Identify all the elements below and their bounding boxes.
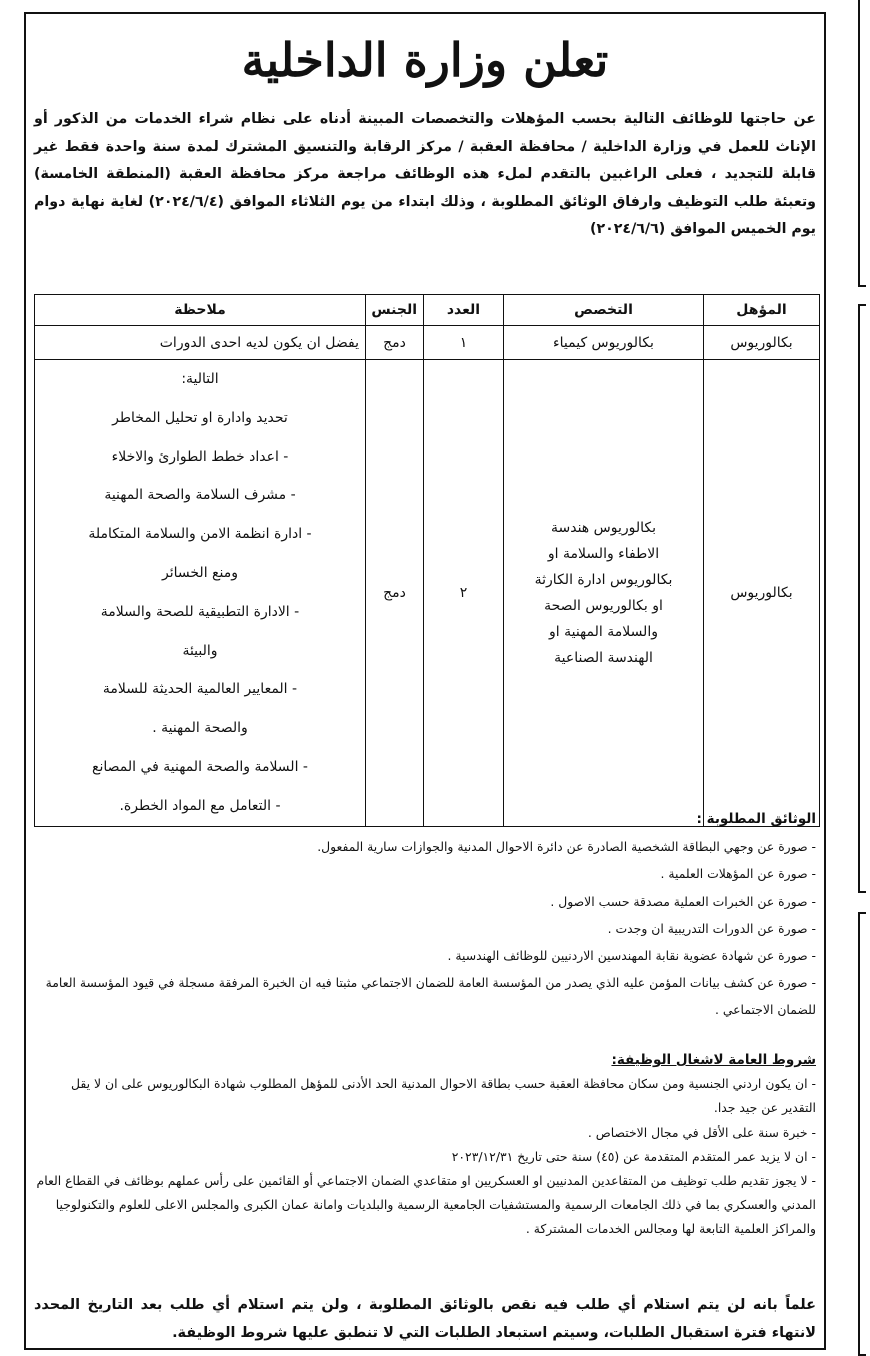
note-line: والبيئة xyxy=(182,642,218,659)
table-row xyxy=(35,326,820,360)
adjacent-ad-border xyxy=(858,912,866,1356)
header-notes: ملاحظة xyxy=(35,295,366,326)
note-line: - التعامل مع المواد الخطرة. xyxy=(119,797,281,814)
condition-item: - لا يجوز تقديم طلب توظيف من المتقاعدين المدنيين او العسكريين او متقاعدي الضمان الاجتماعي أو القائمين على رأس عملهم بوظائف في القطاع العام المدني والعسكري بما في ذلك الجامعات الرسمية والمستشفيات الجامعية الرسمية والبلديات وامانة عمان الكبرى والمجلس الاعلى للعلوم والتكنولوجيا والمراكز العلمية التابعة لها ومجالس الخدمات المشتركة . xyxy=(36,1173,816,1237)
announcement-title: تعلن وزارة الداخلية xyxy=(241,33,609,87)
cell-specialization xyxy=(504,360,704,827)
header-gender: الجنس xyxy=(366,295,424,326)
required-documents xyxy=(36,806,816,1024)
cell-gender: دمج xyxy=(366,326,424,360)
note-line: - اعداد خطط الطوارئ والاخلاء xyxy=(111,448,289,465)
document-item: - صورة عن وجهي البطاقة الشخصية الصادرة عن دائرة الاحوال المدنية والجوازات سارية المفعول. xyxy=(317,839,816,855)
note-line: والصحة المهنية . xyxy=(152,720,248,737)
cell-qualification: بكالوريوس xyxy=(704,360,820,827)
documents-heading: الوثائق المطلوبة : xyxy=(696,811,816,827)
cell-number: ٢ xyxy=(424,360,504,827)
adjacent-ad-border xyxy=(858,304,866,893)
header-specialization: التخصص xyxy=(504,295,704,326)
cell-qualification: بكالوريوس xyxy=(704,326,820,360)
note-line: - مشرف السلامة والصحة المهنية xyxy=(104,487,296,504)
document-item: - صورة عن الدورات التدريبية ان وجدت . xyxy=(607,920,816,936)
condition-item: - ان لا يزيد عمر المتقدم المتقدمة عن (٤٥) سنة حتى تاريخ ٢٠٢٣/١٢/٣١ xyxy=(451,1148,816,1164)
spec-line: بكالوريوس هندسة xyxy=(550,519,656,536)
document-item: - صورة عن المؤهلات العلمية . xyxy=(660,866,816,882)
spec-line: الاطفاء والسلامة او xyxy=(547,545,660,562)
notes-lines xyxy=(41,360,359,826)
table-header-row xyxy=(35,295,820,326)
specialization-lines xyxy=(510,515,697,671)
jobs-table xyxy=(34,294,820,827)
announcement-frame xyxy=(24,12,826,1350)
note-line: - السلامة والصحة المهنية في المصانع xyxy=(92,758,308,775)
adjacent-ad-border xyxy=(858,0,866,287)
spec-line: والسلامة المهنية او xyxy=(549,623,658,640)
document-item: - صورة عن شهادة عضوية نقابة المهندسين الاردنيين للوظائف الهندسية . xyxy=(447,948,816,964)
document-item: - صورة عن الخبرات العملية مصدقة حسب الاصول . xyxy=(550,893,816,909)
note-line: ومنع الخسائر xyxy=(162,564,238,581)
condition-item: - خبرة سنة على الأقل في مجال الاختصاص . xyxy=(587,1124,816,1140)
cell-specialization: بكالوريوس كيمياء xyxy=(504,326,704,360)
note-line: - الادارة التطبيقية للصحة والسلامة xyxy=(100,603,300,620)
spec-line: او بكالوريوس الصحة xyxy=(544,597,663,614)
condition-item: - ان يكون اردني الجنسية ومن سكان محافظة العقبة حسب بطاقة الاحوال المدنية الحد الأدنى للمؤهل المطلوب شهادة البكالوريوس على ان لا يقل التقدير عن جيد جدا. xyxy=(71,1076,816,1116)
note-line: التالية: xyxy=(181,371,219,387)
cell-notes: يفضل ان يكون لديه احدى الدورات xyxy=(35,326,366,360)
document-item: - صورة عن كشف بيانات المؤمن عليه الذي يصدر من المؤسسة العامة للضمان الاجتماعي مثبتا فيه ان الخبرة المرفقة مسجلة في قيود المؤسسة العامة للضمان الاجتماعي . xyxy=(45,975,816,1018)
closing-note: علماً بانه لن يتم استلام أي طلب فيه نقص بالوثائق المطلوبة ، ولن يتم استلام أي طلب بعد التاريخ المحدد لانتهاء فترة استقبال الطلبات، وسيتم استبعاد الطلبات التي لا تنطبق عليها شروط الوظيفة. xyxy=(34,1297,816,1341)
spec-line: بكالوريوس ادارة الكارثة xyxy=(534,571,673,588)
note-line: - المعايير العالمية الحديثة للسلامة xyxy=(102,681,298,698)
note-line: - ادارة انظمة الامن والسلامة المتكاملة xyxy=(88,526,312,543)
cell-number: ١ xyxy=(424,326,504,360)
header-qualification: المؤهل xyxy=(704,295,820,326)
conditions-heading: شروط العامة لاشغال الوظيفة: xyxy=(611,1052,816,1068)
note-line: تحديد وادارة او تحليل المخاطر xyxy=(112,409,288,426)
spec-line: الهندسة الصناعية xyxy=(554,649,653,666)
cell-gender: دمج xyxy=(366,360,424,827)
general-conditions xyxy=(36,1048,816,1242)
header-number: العدد xyxy=(424,295,504,326)
announcement-intro: عن حاجتها للوظائف التالية بحسب المؤهلات والتخصصات المبينة أدناه على نظام شراء الخدمات من الذكور أو الإناث للعمل في وزارة الداخلية / محافظة العقبة / مركز الرقابة والتنسيق المشترك لمدة سنة واحدة فقط غير قابلة للتجديد ، فعلى الراغبين بالتقدم لملء هذه الوظائف مراجعة مركز محافظة العقبة (المنطقة الخامسة) وتعبئة طلب التوظيف وارفاق الوثائق المطلوبة ، وذلك ابتداء من يوم الثلاثاء الموافق (٢٠٢٤/٦/٤) لغاية نهاية دوام يوم الخميس الموافق (٢٠٢٤/٦/٦) xyxy=(34,111,816,238)
table-row xyxy=(35,360,820,827)
cell-notes xyxy=(35,360,366,827)
